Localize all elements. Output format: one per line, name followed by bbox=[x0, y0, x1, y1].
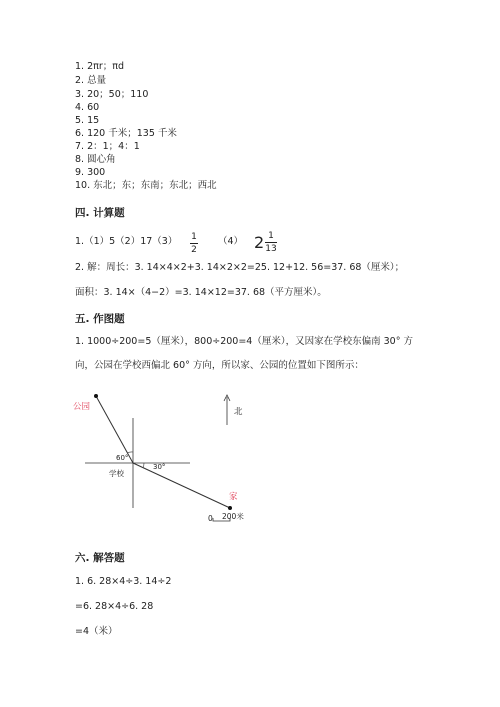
angle-60-label: 60° bbox=[116, 454, 129, 462]
answer-line-5: 5. 15 bbox=[75, 115, 100, 126]
scale-label: 200米 bbox=[222, 512, 244, 521]
park-label: 公园 bbox=[73, 402, 91, 412]
mixed-whole: 2 bbox=[254, 233, 265, 252]
section-4-title: 四. 计算题 bbox=[75, 207, 125, 219]
answer-line-2: 2. 总量 bbox=[75, 75, 107, 86]
mixed-denominator: 13 bbox=[265, 244, 277, 254]
answer-line-1: 1. 2πr；πd bbox=[75, 61, 125, 72]
drawing-q1-line2: 向，公园在学校西偏北 60° 方向，所以家、公园的位置如下图所示： bbox=[75, 360, 364, 371]
mixed-numerator: 1 bbox=[268, 231, 274, 241]
line-school-to-home bbox=[133, 463, 230, 508]
home-point bbox=[228, 506, 232, 510]
answer-line-8: 8. 圆心角 bbox=[75, 154, 116, 165]
answer-line-6: 6. 120 千米；135 千米 bbox=[75, 128, 177, 139]
section-6-title: 六. 解答题 bbox=[75, 552, 125, 564]
solution-line-3: =4（米） bbox=[75, 626, 118, 637]
angle-60-arc bbox=[127, 452, 133, 453]
calc-q2-line1: 2. 解：周长：3. 14×4×2+3. 14×2×2=25. 12+12. 56=37. 68（厘米）； bbox=[75, 262, 405, 273]
answer-line-10: 10. 东北；东；东南；东北；西北 bbox=[75, 180, 217, 191]
section-5-title: 五. 作图题 bbox=[75, 313, 125, 325]
angle-30-label: 30° bbox=[153, 463, 166, 471]
calc-q2-line2: 面积：3. 14×（4−2）=3. 14×12=37. 68（平方厘米）。 bbox=[75, 287, 327, 298]
school-label: 学校 bbox=[109, 469, 124, 478]
answer-line-9: 9. 300 bbox=[75, 167, 106, 178]
scale-zero-label: 0 bbox=[208, 514, 213, 523]
answer-line-3: 3. 20；50；110 bbox=[75, 89, 149, 100]
home-label: 家 bbox=[229, 492, 238, 502]
calc-q1-prefix: 1.（1）5（2）17（3） bbox=[75, 236, 178, 247]
park-point bbox=[94, 394, 98, 398]
angle-30-arc bbox=[143, 463, 144, 468]
solution-line-2: =6. 28×4÷6. 28 bbox=[75, 601, 154, 612]
calc-q1-part4: （4） bbox=[218, 236, 244, 247]
fraction-numerator: 1 bbox=[191, 232, 197, 242]
drawing-q1-line1: 1. 1000÷200=5（厘米），800÷200=4（厘米），又因家在学校东偏南 30° 方 bbox=[75, 336, 413, 347]
answer-line-4: 4. 60 bbox=[75, 102, 100, 113]
north-label: 北 bbox=[234, 407, 243, 417]
fraction-denominator: 2 bbox=[191, 245, 197, 255]
answer-line-7: 7. 2：1；4：1 bbox=[75, 141, 140, 152]
solution-line-1: 1. 6. 28×4÷3. 14÷2 bbox=[75, 576, 172, 587]
